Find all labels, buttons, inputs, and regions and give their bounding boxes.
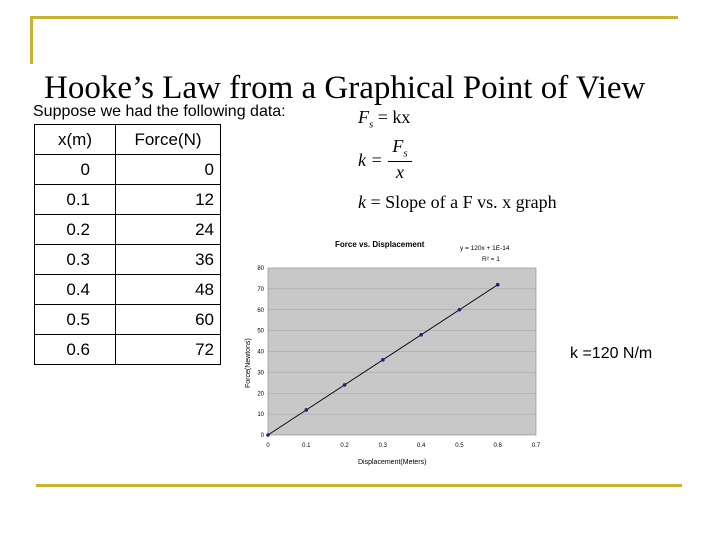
x-tick-label: 0.4 — [416, 443, 426, 449]
table-header-row — [35, 125, 221, 155]
eq2-numerator: F — [392, 136, 404, 156]
bottom-rule — [36, 484, 682, 487]
cell-force: 48 — [116, 275, 221, 305]
equation-k-fraction — [388, 136, 412, 183]
eq1-rhs: = kx — [377, 107, 411, 127]
x-tick-label: 0.3 — [378, 443, 388, 449]
data-point — [304, 408, 308, 412]
top-rule — [30, 16, 678, 19]
eq3-rhs: = Slope of a F vs. x graph — [370, 192, 557, 212]
table-row — [35, 245, 221, 275]
force-displacement-chart — [230, 230, 550, 470]
table-row — [35, 185, 221, 215]
data-point — [266, 433, 270, 437]
cell-x: 0.3 — [35, 245, 116, 275]
x-tick-label: 0.5 — [455, 443, 464, 449]
eq1-sub: s — [369, 118, 374, 131]
y-axis-label: Force(Newtons) — [245, 338, 252, 388]
data-point — [419, 333, 423, 337]
data-table — [34, 124, 221, 365]
x-axis-label: Displacement(Meters) — [358, 459, 427, 466]
equation-slope — [358, 192, 557, 213]
cell-force: 12 — [116, 185, 221, 215]
column-header-x: x(m) — [35, 125, 116, 155]
cell-x: 0.1 — [35, 185, 116, 215]
data-point — [343, 383, 347, 387]
table-row — [35, 335, 221, 365]
eq3-lhs: k — [358, 192, 366, 212]
y-tick-label: 30 — [257, 370, 264, 377]
r2-label: R² = 1 — [482, 256, 500, 263]
cell-x: 0.4 — [35, 275, 116, 305]
y-tick-label: 0 — [260, 433, 264, 439]
x-tick-label: 0.6 — [493, 443, 502, 449]
trendline-label: y = 120x + 1E-14 — [460, 245, 510, 252]
cell-x: 0.6 — [35, 335, 116, 365]
cell-force: 24 — [116, 215, 221, 245]
cell-force: 36 — [116, 245, 221, 275]
x-tick-label: 0.2 — [340, 443, 349, 449]
y-tick-label: 60 — [257, 307, 264, 314]
y-tick-label: 20 — [257, 391, 264, 398]
cell-x: 0.2 — [35, 215, 116, 245]
left-rule — [30, 16, 33, 64]
cell-x: 0 — [35, 155, 116, 185]
y-tick-label: 80 — [257, 266, 264, 272]
y-tick-label: 40 — [257, 349, 264, 356]
y-tick-label: 70 — [257, 286, 264, 293]
y-tick-label: 50 — [257, 328, 264, 335]
spring-constant-result: k =120 N/m — [570, 345, 653, 362]
eq1-lhs: F — [358, 107, 369, 127]
eq2-denominator: x — [388, 161, 412, 183]
data-point — [381, 358, 385, 362]
x-tick-label: 0 — [266, 443, 270, 449]
table-row — [35, 275, 221, 305]
chart-title: Force vs. Displacement — [335, 240, 425, 249]
data-point — [458, 308, 462, 312]
column-header-force: Force(N) — [116, 125, 221, 155]
cell-force: 72 — [116, 335, 221, 365]
cell-force: 60 — [116, 305, 221, 335]
equation-k-lhs: k = — [358, 150, 383, 170]
x-tick-labels — [266, 443, 541, 449]
cell-force: 0 — [116, 155, 221, 185]
table-row — [35, 215, 221, 245]
slide-title: Hooke’s Law from a Graphical Point of View — [44, 70, 646, 106]
eq2-num-sub: s — [403, 147, 408, 160]
y-tick-label: 10 — [257, 412, 264, 419]
x-tick-label: 0.7 — [531, 443, 541, 449]
table-row — [35, 305, 221, 335]
cell-x: 0.5 — [35, 305, 116, 335]
y-tick-labels — [257, 266, 264, 439]
table-row — [35, 155, 221, 185]
equation-hookes-law — [358, 107, 410, 131]
slide-subtitle: Suppose we had the following data: — [33, 103, 286, 120]
data-point — [496, 283, 500, 287]
x-tick-label: 0.1 — [302, 443, 311, 449]
